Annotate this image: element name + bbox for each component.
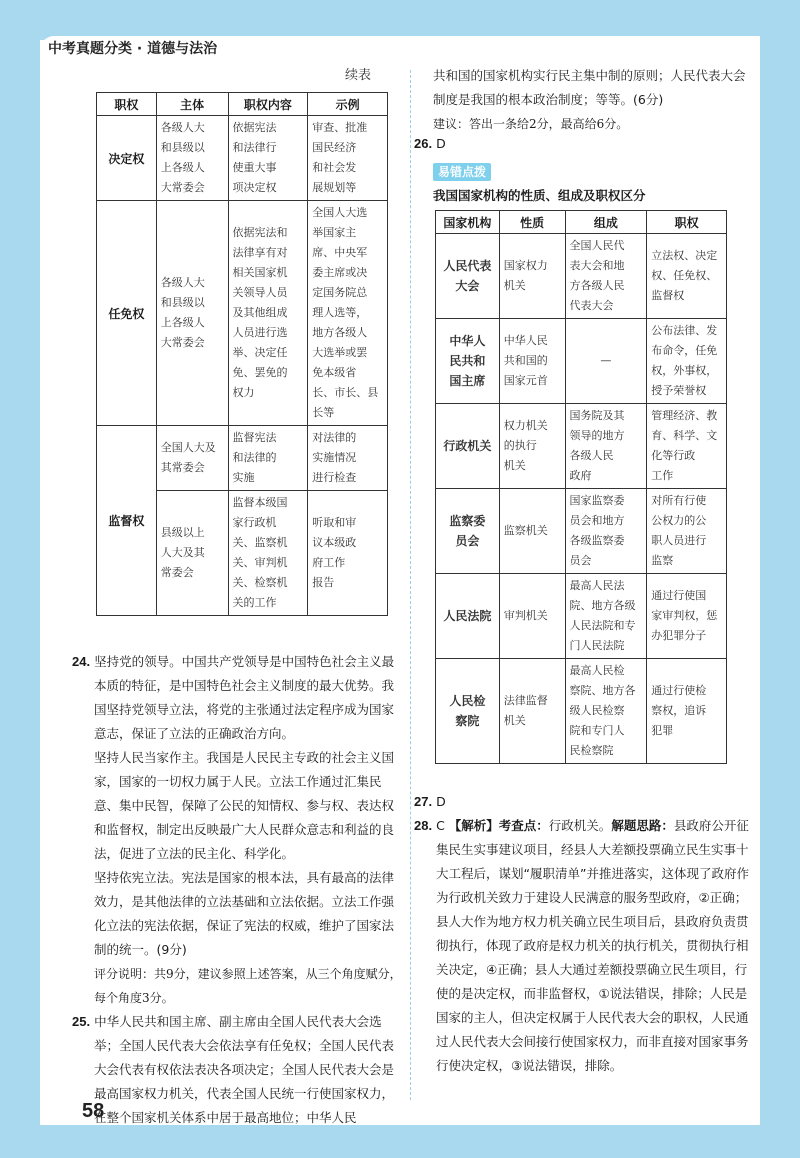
table-row bbox=[436, 319, 727, 404]
q24-text-1: 坚持党的领导。中国共产党领导是中国特色社会主义最本质的特征，是中国特色社会主义制度的最大优势。我国坚持党领导立法，将党的主张通过法定程序成为国家意志，保证了立法的正确政治方向。 bbox=[94, 654, 395, 741]
table-row bbox=[436, 659, 727, 764]
powers-table bbox=[96, 92, 388, 616]
table-cell: 听取和审 议本级政 府工作 报告 bbox=[308, 491, 388, 616]
table-cell: — bbox=[565, 319, 647, 404]
q24-text-3: 坚持依宪立法。宪法是国家的根本法，具有最高的法律效力，是其他法律的立法基础和立法依据。立法工作强化立法的宪法依据，保证了宪法的权威，维护了国家法制的统一。(9分) bbox=[94, 870, 395, 957]
table-cell: 监督宪法 和法律的 实施 bbox=[228, 426, 308, 491]
table-cell: 国家权力 机关 bbox=[499, 234, 565, 319]
table-row bbox=[436, 574, 727, 659]
answer: D bbox=[436, 794, 446, 809]
analysis-text: 县政府公开征集民生实事建议项目，经县人大差额投票确立民生实事十大工程后，谋划“履职清单”并推进落实，这体现了政府作为行政机关致力于建设人民满意的服务型政府，②正确；县人大作为地方权力机关确立民生项目后，县政府负责贯彻执行，体现了政府是权力机关的执行机关，贯彻执行相关决定，④正确；县人大通过差额投票确立民生项目，行使的是决定权，而非监督权，①说法错误，排除；人民是国家的主人，但决定权属于人民代表大会的职权，人民通过人民代表大会间接行使国家权力，而非直接对国家事务行使决定权，③说法错误，排除。 bbox=[436, 818, 749, 1073]
header-cell: 示例 bbox=[308, 93, 388, 116]
table-cell: 全国人大及 其常委会 bbox=[156, 426, 228, 491]
tip-tag: 易错点拨 bbox=[433, 163, 491, 181]
q28-paragraph bbox=[414, 814, 754, 1078]
left-answers bbox=[72, 650, 402, 1130]
question-number: 27. bbox=[414, 794, 433, 809]
row-head: 任免权 bbox=[97, 201, 157, 426]
question-number: 24. bbox=[72, 654, 91, 669]
question-number: 25. bbox=[72, 1014, 91, 1029]
table-row bbox=[436, 234, 727, 319]
row-head: 决定权 bbox=[97, 116, 157, 201]
answer: C bbox=[436, 818, 445, 833]
question-number: 26. bbox=[414, 136, 433, 151]
header-cell: 职权内容 bbox=[228, 93, 308, 116]
table-cell: 立法权、决定 权、任免权、 监督权 bbox=[647, 234, 727, 319]
table-row bbox=[436, 489, 727, 574]
row-head: 人民检 察院 bbox=[436, 659, 500, 764]
table-header-row bbox=[97, 93, 388, 116]
q27-q28-block bbox=[414, 790, 754, 1078]
table-cell: 通过行使检 察权，追诉 犯罪 bbox=[647, 659, 727, 764]
answer: D bbox=[436, 136, 446, 151]
table-cell: 中华人民 共和国的 国家元首 bbox=[499, 319, 565, 404]
q25-note: 建议：答出一条给2分，最高给6分。 bbox=[433, 117, 629, 131]
state-organs-table bbox=[435, 210, 727, 764]
table-cell: 依据宪法 和法律行 使重大事 项决定权 bbox=[228, 116, 308, 201]
header-cell: 主体 bbox=[156, 93, 228, 116]
table-cell: 监督本级国 家行政机 关、监察机 关、审判机 关、检察机 关的工作 bbox=[228, 491, 308, 616]
header-cell: 性质 bbox=[499, 211, 565, 234]
row-head: 监察委 员会 bbox=[436, 489, 500, 574]
header-cell: 职权 bbox=[647, 211, 727, 234]
header-cell: 职权 bbox=[97, 93, 157, 116]
table-row bbox=[97, 116, 388, 201]
table-cell: 对所有行使 公权力的公 职人员进行 监察 bbox=[647, 489, 727, 574]
tip-block bbox=[433, 160, 753, 208]
row-head: 人民法院 bbox=[436, 574, 500, 659]
top-band bbox=[0, 0, 800, 40]
header-cell: 国家机构 bbox=[436, 211, 500, 234]
table-cell: 依据宪法和 法律享有对 相关国家机 关领导人员 及其他组成 人员进行选 举、决定任 免、罢免的 权力 bbox=[228, 201, 308, 426]
table-cell: 各级人大 和县级以 上各级人 大常委会 bbox=[156, 116, 228, 201]
q24-paragraph bbox=[72, 650, 402, 746]
table-cell: 公布法律、发 布命令，任免 权，外事权， 授予荣誉权 bbox=[647, 319, 727, 404]
tip-title: 我国国家机构的性质、组成及职权区分 bbox=[433, 188, 646, 203]
table-continued-label: 续表 bbox=[345, 68, 372, 83]
page-header: 中考真题分类 · 道德与法治 bbox=[48, 41, 218, 57]
header-cell: 组成 bbox=[565, 211, 647, 234]
q25-paragraph bbox=[72, 1010, 402, 1130]
table-cell: 最高人民检 察院、地方各 级人民检察 院和专门人 民检察院 bbox=[565, 659, 647, 764]
table-cell: 管理经济、教 育、科学、文 化等行政 工作 bbox=[647, 404, 727, 489]
table-cell: 全国人民代 表大会和地 方各级人民 代表大会 bbox=[565, 234, 647, 319]
table-row bbox=[436, 404, 727, 489]
idea-label: 解题思路： bbox=[611, 818, 674, 833]
table-cell: 权力机关 的执行 机关 bbox=[499, 404, 565, 489]
q26-answer-line bbox=[414, 132, 734, 156]
table-cell: 通过行使国 家审判权，惩 办犯罪分子 bbox=[647, 574, 727, 659]
right-answers-top bbox=[433, 64, 753, 136]
table-row bbox=[97, 201, 388, 426]
row-head: 监督权 bbox=[97, 426, 157, 616]
row-head: 行政机关 bbox=[436, 404, 500, 489]
left-band bbox=[0, 0, 40, 1158]
table-cell: 对法律的 实施情况 进行检查 bbox=[308, 426, 388, 491]
q24-scoring-note: 评分说明：共9分，建议参照上述答案，从三个角度赋分，每个角度3分。 bbox=[94, 967, 402, 1005]
column-divider bbox=[410, 70, 411, 1100]
q24-text-2: 坚持人民当家作主。我国是人民民主专政的社会主义国家，国家的一切权力属于人民。立法工作通过汇集民意、集中民智，保障了公民的知情权、参与权、表达权和监督权，制定出反映最广大人民群众意志和利益的良法，促进了立法的民主化、科学化。 bbox=[94, 750, 395, 861]
q25-text: 中华人民共和国主席、副主席由全国人民代表大会选举；全国人民代表大会依法享有任免权；全国人民代表大会代表有权依法表决各项决定；全国人民代表大会是最高国家权力机关，代表全国人民统一行使国家权力，在整个国家机关体系中居于最高地位；中华人民 bbox=[94, 1014, 395, 1125]
table-row bbox=[97, 426, 388, 491]
table-cell: 各级人大 和县级以 上各级人 大常委会 bbox=[156, 201, 228, 426]
table-cell: 县级以上 人大及其 常委会 bbox=[156, 491, 228, 616]
right-band bbox=[760, 0, 800, 1158]
table-cell: 国务院及其 领导的地方 各级人民 政府 bbox=[565, 404, 647, 489]
table-cell: 全国人大选 举国家主 席、中央军 委主席或决 定国务院总 理人选等， 地方各级人 大选举或罢 免本级省 长、市长、县 长等 bbox=[308, 201, 388, 426]
row-head: 中华人 民共和 国主席 bbox=[436, 319, 500, 404]
page-number: 58 bbox=[82, 1100, 105, 1122]
q25-continued: 共和国的国家机构实行民主集中制的原则；人民代表大会制度是我国的根本政治制度；等等。(6分) bbox=[433, 68, 746, 107]
table-header-row bbox=[436, 211, 727, 234]
row-head: 人民代表 大会 bbox=[436, 234, 500, 319]
table-cell: 国家监察委 员会和地方 各级监察委 员会 bbox=[565, 489, 647, 574]
table-cell: 监察机关 bbox=[499, 489, 565, 574]
question-number: 28. bbox=[414, 818, 433, 833]
analysis-point: 行政机关。 bbox=[548, 818, 612, 833]
table-cell: 审判机关 bbox=[499, 574, 565, 659]
table-cell: 审查、批准 国民经济 和社会发 展规划等 bbox=[308, 116, 388, 201]
table-cell: 法律监督 机关 bbox=[499, 659, 565, 764]
analysis-label: 【解析】考查点： bbox=[448, 818, 549, 833]
table-cell: 最高人民法 院、地方各级 人民法院和专 门人民法院 bbox=[565, 574, 647, 659]
